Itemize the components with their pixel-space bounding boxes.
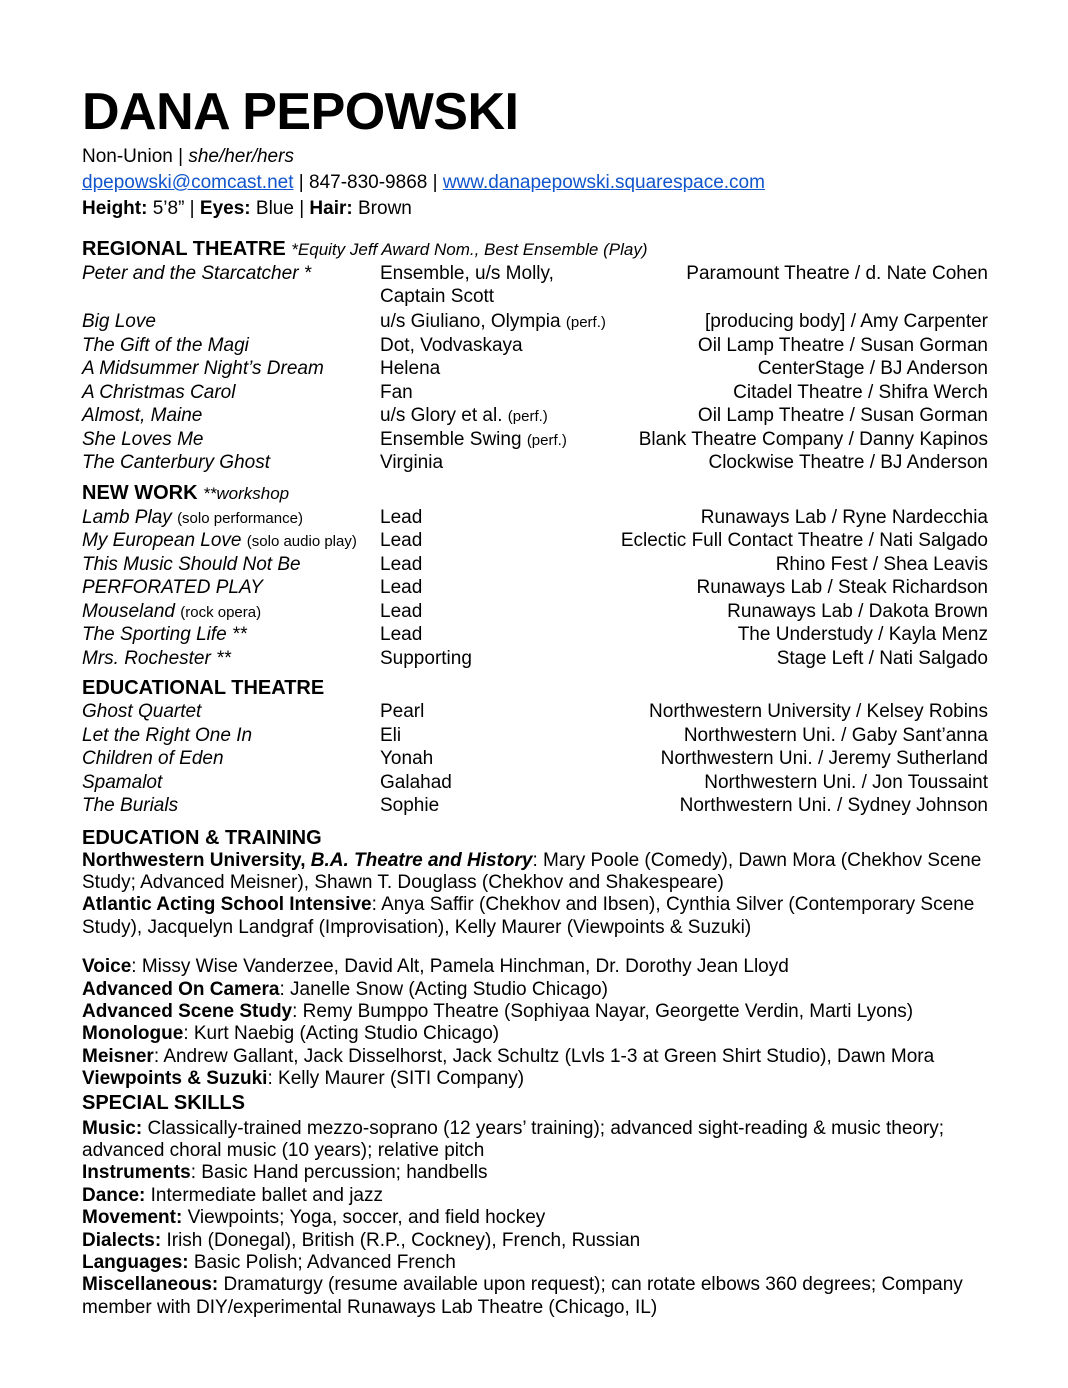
skill-label: Miscellaneous: [82,1274,219,1296]
credit-role: Virginia [380,452,444,473]
credit-title: She Loves Me [82,428,204,450]
role-note: (perf.) [507,408,548,425]
training-label: Meisner [82,1045,154,1067]
skill-text: Viewpoints; Yoga, soccer, and field hockey [182,1207,546,1229]
training-label: Atlantic Acting School Intensive [82,894,372,916]
credit-row [82,553,988,577]
training-label: Advanced Scene Study [82,1000,293,1022]
title-note: (solo performance) [177,509,303,527]
credit-title: Mrs. Rochester ** [82,647,231,669]
credit-company: Runaways Lab / Ryne Nardecchia [700,506,988,528]
credit-company: Clockwise Theatre / BJ Anderson [708,452,988,473]
skill-item [82,1162,988,1184]
regional-theatre-heading [82,237,988,262]
credit-row [82,506,988,530]
credit-row [82,404,988,428]
section-note: *Equity Jeff Award Nom., Best Ensemble (Play) [291,240,648,259]
contact-line [82,170,988,196]
section-note: **workshop [203,483,290,503]
credit-title: A Midsummer Night’s Dream [82,358,324,379]
role-text: u/s Giuliano, Olympia [380,311,561,332]
credit-role: Yonah [380,748,434,769]
credit-title: Almost, Maine [82,405,203,426]
training-text: : Kelly Maurer (SITI Company) [267,1068,525,1090]
training-label: Advanced On Camera [82,978,280,1000]
credit-title [82,529,357,553]
credit-role [380,310,606,334]
special-skills-heading: SPECIAL SKILLS [82,1091,245,1114]
skill-label: Dance: [82,1184,146,1206]
phone-number: 847-830-9868 [309,172,428,193]
physical-stats-line [82,196,988,222]
performer-name: DANA PEPOWSKI [82,83,519,141]
role-text-cont: Captain Scott [380,286,495,307]
credit-role: Lead [380,553,423,575]
credit-row [82,600,988,624]
role-note: (perf.) [526,431,567,449]
section-title: NEW WORK [82,481,198,504]
training-text: : Remy Bumppo Theatre (Sophiyaa Nayar, Georgette Verdin, Marti Lyons) [292,1000,914,1022]
eyes-value: Blue [255,198,294,219]
height-label: Height: [82,198,148,219]
credit-company: Stage Left / Nati Salgado [776,647,988,669]
skill-text: Basic Polish; Advanced French [188,1252,456,1273]
skill-item [82,1185,988,1207]
training-text: : Mary Poole (Comedy), Dawn Mora (Chekhov Scene Study; Advanced Meisner), Shawn T. Douglass (Chekhov and Shakespeare) [82,849,982,893]
training-item [82,1068,988,1090]
training-item [82,1023,988,1045]
credit-role [380,428,567,452]
credit-role: Lead [380,600,423,622]
credit-title: This Music Should Not Be [82,553,301,575]
skill-item [82,1207,988,1229]
credit-title: Spamalot [82,771,163,793]
section-title: EDUCATIONAL THEATRE [82,677,325,699]
credit-row [82,623,988,647]
skill-label: Dialects: [82,1229,162,1251]
role-text: Ensemble, u/s Molly, [380,263,554,284]
credit-row [82,357,988,381]
training-item [82,1046,988,1068]
training-label: Northwestern University, [82,849,306,871]
credit-row [82,771,988,795]
skill-label: Languages: [82,1252,189,1273]
credit-company: Blank Theatre Company / Danny Kapinos [638,428,988,450]
credit-row [82,381,988,405]
credit-row [82,262,988,310]
skill-text: : Basic Hand percussion; handbells [190,1162,488,1184]
title-text: Lamb Play [82,506,172,528]
credit-row [82,747,988,771]
credit-company: Oil Lamp Theatre / Susan Gorman [697,405,988,426]
resume-page [82,84,988,1319]
credit-row [82,647,988,671]
union-status: Non-Union [82,146,173,167]
skill-label: Music: [82,1117,143,1139]
credit-title: Peter and the Starcatcher * [82,263,312,284]
credit-title [82,600,261,624]
credit-company: The Understudy / Kayla Menz [737,624,988,645]
training-item [82,1001,988,1023]
credit-company: Eclectic Full Contact Theatre / Nati Salgado [620,530,988,551]
role-text: u/s Glory et al. [380,405,503,426]
education-training-heading: EDUCATION & TRAINING [82,826,322,849]
training-text: : Anya Saffir (Chekhov and Ibsen), Cynthia Silver (Contemporary Scene Study), Jacquelyn Landgraf (Improvisation), Kelly Maurer (Viewpoints & Suzuki) [82,894,975,938]
degree: B.A. Theatre and History [310,849,533,871]
credit-role: Sophie [380,795,440,816]
credit-role: Lead [380,530,423,551]
credit-company: Runaways Lab / Steak Richardson [696,577,988,598]
section-title: REGIONAL THEATRE [82,238,286,260]
credit-role: Helena [380,358,441,379]
skill-label: Movement: [82,1207,183,1229]
separator: | [293,172,309,193]
separator: | [172,146,189,167]
new-work-heading [82,481,988,506]
website-link[interactable]: www.danapepowski.squarespace.com [442,172,765,193]
credit-title: The Burials [82,795,179,816]
credit-role: Lead [380,506,423,528]
skill-item [82,1274,988,1319]
role-text: Ensemble Swing [380,428,522,450]
training-label: Monologue [82,1023,184,1045]
credit-row [82,576,988,600]
credit-company: Northwestern University / Kelsey Robins [649,701,988,722]
credit-company: Rhino Fest / Shea Leavis [775,553,988,575]
credit-row [82,724,988,748]
credit-role: Supporting [380,647,472,669]
credit-role: Lead [380,577,423,598]
credit-company: Runaways Lab / Dakota Brown [727,600,988,622]
training-label: Viewpoints & Suzuki [82,1068,268,1090]
credit-role: Pearl [380,701,425,722]
credit-company: CenterStage / BJ Anderson [757,358,988,379]
skill-text: Classically-trained mezzo-soprano (12 years’ training); advanced sight-reading & music theory; advanced choral music (10 years); relative pitch [82,1117,945,1161]
credit-title: Big Love [82,311,156,332]
credit-title: Ghost Quartet [82,701,202,722]
role-note: (perf.) [565,314,606,331]
credit-company: Northwestern Uni. / Jeremy Sutherland [660,748,988,769]
skill-label: Instruments [82,1162,191,1184]
training-label: Voice [82,956,132,978]
training-northwestern [82,850,988,895]
credit-company: Citadel Theatre / Shifra Werch [733,381,988,403]
credit-company: Paramount Theatre / d. Nate Cohen [686,263,988,284]
height-value: 5’8” [152,198,185,219]
title-text: My European Love [82,530,242,551]
credit-row [82,451,988,475]
credit-title: PERFORATED PLAY [82,577,263,598]
skill-text: Intermediate ballet and jazz [145,1184,383,1206]
training-item [82,956,988,978]
skill-item [82,1252,988,1274]
title-note: (rock opera) [180,603,262,621]
skill-text: Irish (Donegal), British (R.P., Cockney), French, Russian [161,1229,641,1251]
training-text: : Kurt Naebig (Acting Studio Chicago) [183,1023,500,1045]
credit-row [82,428,988,452]
credit-title: Let the Right One In [82,724,253,746]
credit-company: [producing body] / Amy Carpenter [704,311,988,332]
training-text: : Andrew Gallant, Jack Disselhorst, Jack Schultz (Lvls 1-3 at Green Shirt Studio), Dawn Mora [153,1045,935,1067]
separator: | [293,198,310,219]
training-text: : Missy Wise Vanderzee, David Alt, Pamela Hinchman, Dr. Dorothy Jean Lloyd [131,956,789,978]
credit-row [82,794,988,818]
credit-role: Eli [380,724,402,746]
educational-theatre-heading [82,676,988,700]
credit-title: The Canterbury Ghost [82,452,270,473]
skill-item [82,1118,988,1163]
credit-title: The Sporting Life ** [82,624,247,645]
credit-row [82,334,988,358]
credit-title: Children of Eden [82,748,224,769]
credit-role: Dot, Vodvaskaya [380,334,523,356]
credit-role [380,262,554,308]
training-text: : Janelle Snow (Acting Studio Chicago) [279,978,608,1000]
credit-company: Oil Lamp Theatre / Susan Gorman [697,334,988,356]
credit-role: Lead [380,624,423,645]
credit-company: Northwestern Uni. / Gaby Sant’anna [683,724,988,746]
credit-row [82,700,988,724]
credit-title: A Christmas Carol [82,381,236,403]
training-atlantic [82,894,988,939]
credit-role [380,404,548,428]
title-text: Mouseland [82,600,175,622]
email-link[interactable]: dpepowski@comcast.net [82,172,294,193]
credit-company: Northwestern Uni. / Sydney Johnson [679,795,988,816]
credit-role: Fan [380,381,413,403]
credit-title: The Gift of the Magi [82,334,249,356]
skill-item [82,1230,988,1252]
credit-title [82,506,303,530]
skill-text: Dramaturgy (resume available upon request); can rotate elbows 360 degrees; Company member with DIY/experimental Runaways Lab Theatre (Chicago, IL) [82,1274,963,1318]
hair-label: Hair: [309,198,353,219]
credit-row [82,529,988,553]
training-item [82,979,988,1001]
eyes-label: Eyes: [199,198,251,219]
union-pronouns-line [82,144,988,170]
hair-value: Brown [358,198,412,219]
separator: | [184,198,200,219]
credit-role: Galahad [380,771,452,793]
separator: | [427,172,443,193]
pronouns: she/her/hers [188,146,294,167]
title-note: (solo audio play) [246,533,357,550]
credit-company: Northwestern Uni. / Jon Toussaint [704,771,988,793]
credit-row [82,310,988,334]
